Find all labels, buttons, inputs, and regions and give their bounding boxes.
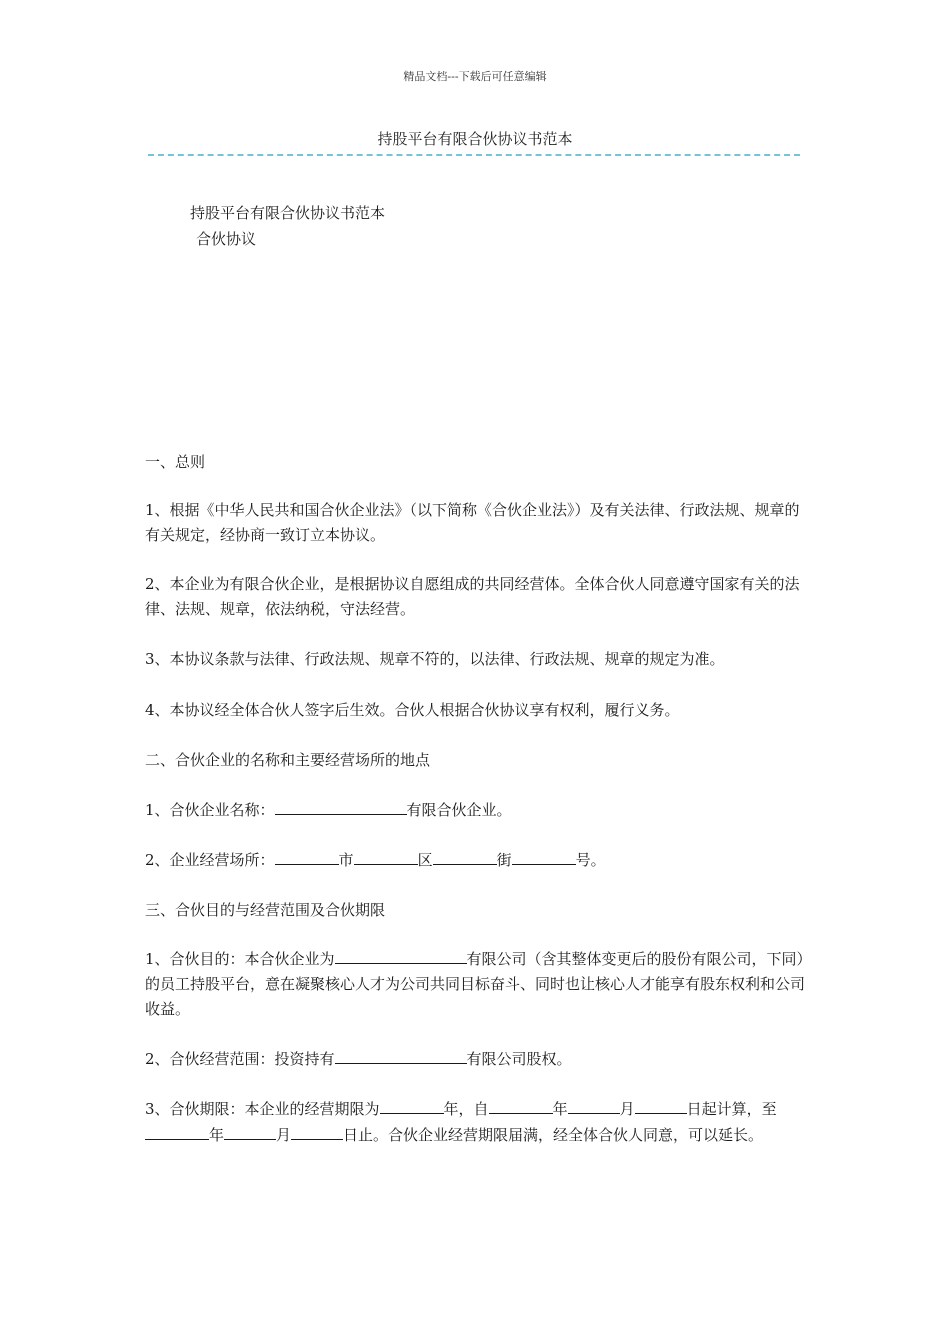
subtitle-line-2: 合伙协议 [196, 230, 257, 248]
address-label: 2、企业经营场所： [145, 851, 275, 869]
section-2-heading: 二、合伙企业的名称和主要经营场所的地点 [145, 751, 431, 769]
district-blank [354, 847, 418, 865]
title-divider [148, 154, 800, 156]
enterprise-name-blank [275, 797, 407, 815]
number-blank [512, 847, 576, 865]
start-month-label: 月 [619, 1100, 635, 1118]
city-blank [275, 847, 339, 865]
start-day-label: 日起计算，至 [686, 1100, 777, 1118]
section-2-clause-2 [145, 847, 813, 873]
purpose-label: 1、合伙目的：本合伙企业为 [145, 950, 335, 968]
start-year-blank [489, 1096, 553, 1114]
end-year-blank [145, 1122, 209, 1140]
end-month-blank [224, 1122, 276, 1140]
scope-label: 2、合伙经营范围：投资持有 [145, 1050, 335, 1068]
city-label: 市 [338, 851, 354, 869]
scope-suffix: 有限公司股权。 [466, 1050, 572, 1068]
header-note: 精品文档---下载后可任意编辑 [403, 70, 547, 83]
number-label: 号。 [575, 851, 606, 869]
term-end-text: 日止。合伙企业经营期限届满，经全体合伙人同意，可以延长。 [343, 1126, 764, 1144]
term-years-blank [380, 1096, 444, 1114]
enterprise-name-label: 1、合伙企业名称： [145, 801, 275, 819]
section-3-clause-2 [145, 1046, 813, 1072]
purpose-text: 有限公司（含其整体变更后的股份有限公司，下同）的员工持股平台，意在凝聚核心人才为公司共同目标奋斗、同时也让核心人才能享有股东权利和公司收益。 [145, 950, 812, 1018]
end-month-label: 月 [276, 1126, 292, 1144]
term-label: 3、合伙期限：本企业的经营期限为 [145, 1100, 380, 1118]
section-1-clause-2: 2、本企业为有限合伙企业，是根据协议自愿组成的共同经营体。全体合伙人同意遵守国家有关的法律、法规、规章，依法纳税，守法经营。 [145, 575, 800, 618]
end-year-label: 年 [209, 1126, 225, 1144]
section-1-clause-4: 4、本协议经全体合伙人签字后生效。合伙人根据合伙协议享有权利，履行义务。 [145, 701, 680, 719]
subtitle-line-1: 持股平台有限合伙协议书范本 [190, 204, 386, 222]
street-label: 街 [496, 851, 512, 869]
district-label: 区 [417, 851, 433, 869]
section-3-clause-1 [145, 946, 813, 1022]
start-year-label: 年 [552, 1100, 568, 1118]
street-blank [433, 847, 497, 865]
end-day-blank [291, 1122, 343, 1140]
section-3-clause-3 [145, 1096, 813, 1148]
document-title: 持股平台有限合伙协议书范本 [377, 130, 573, 148]
term-year-text: 年，自 [443, 1100, 489, 1118]
start-day-blank [635, 1096, 687, 1114]
company-name-blank [335, 946, 467, 964]
section-3-heading: 三、合伙目的与经营范围及合伙期限 [145, 901, 386, 919]
section-2-clause-1 [145, 797, 813, 823]
enterprise-name-suffix: 有限合伙企业。 [406, 801, 512, 819]
section-1-clause-3: 3、本协议条款与法律、行政法规、规章不符的，以法律、行政法规、规章的规定为准。 [145, 650, 725, 668]
scope-company-blank [335, 1046, 467, 1064]
section-1-heading: 一、总则 [145, 453, 206, 471]
section-1-clause-1: 1、根据《中华人民共和国合伙企业法》（以下简称《合伙企业法》）及有关法律、行政法规、规章的有关规定，经协商一致订立本协议。 [145, 501, 800, 544]
start-month-blank [568, 1096, 620, 1114]
